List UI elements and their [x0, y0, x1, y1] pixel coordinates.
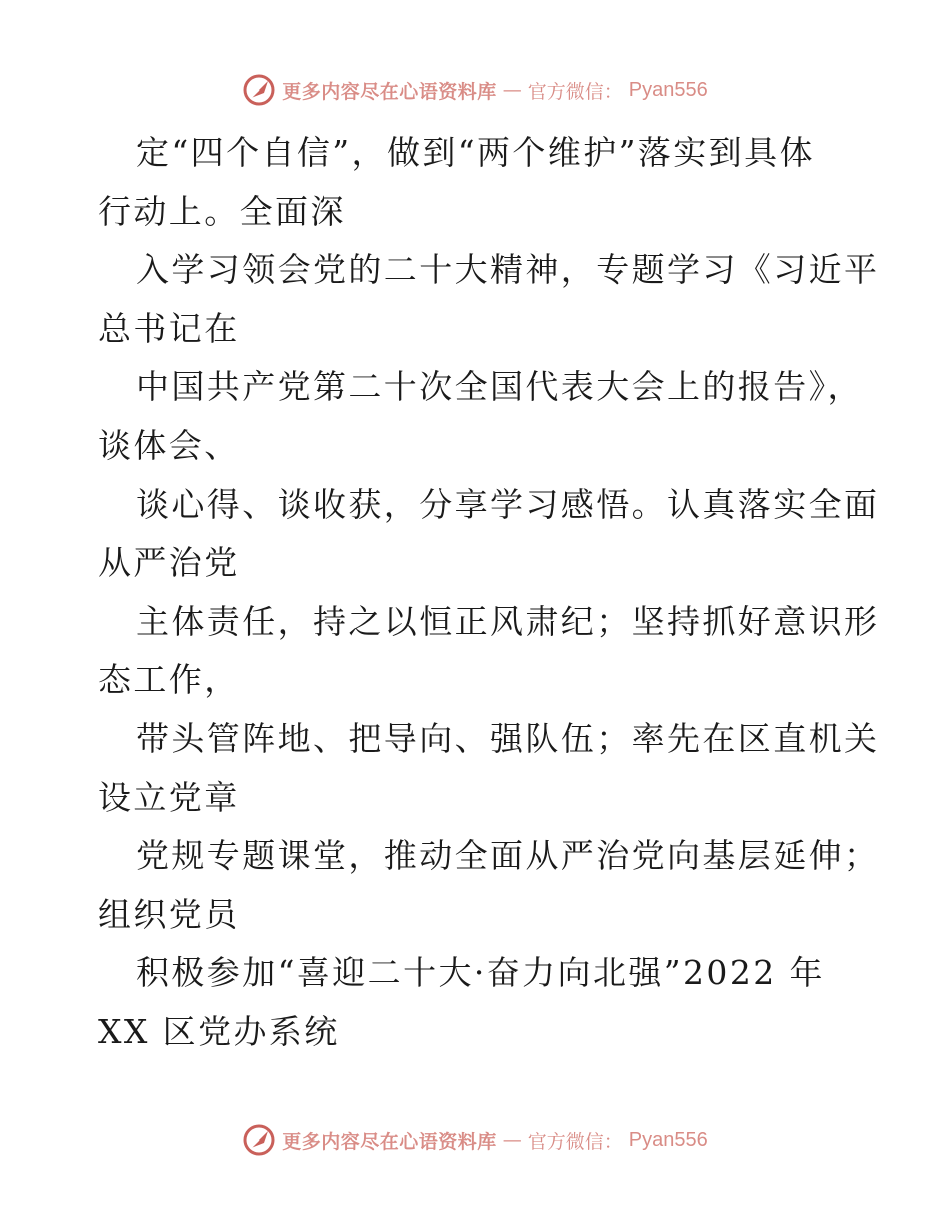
text-line: 带头管阵地、把导向、强队伍；率先在区直机关 [136, 718, 880, 758]
text-line: 党规专题课堂，推动全面从严治党向基层延伸； [136, 836, 880, 876]
quill-logo-icon [242, 1123, 276, 1157]
text-line: 态工作， [98, 660, 240, 700]
text-line: 定“四个自信”，做到“两个维护”落实到具体 [136, 133, 815, 172]
text-line: 从严治党 [98, 543, 240, 583]
text-line: 组织党员 [98, 894, 240, 934]
text-line: 积极参加“喜迎二十大·奋力向北强”2022 年 [136, 953, 825, 993]
text-line: 谈心得、谈收获，分享学习感悟。认真落实全面 [136, 484, 880, 524]
watermark-text: 更多内容尽在心语资料库 [282, 80, 497, 103]
watermark-wechat-id: Pyan556 [628, 1128, 708, 1151]
watermark-text: 更多内容尽在心语资料库 [282, 1130, 497, 1153]
watermark-label: 官方微信： [527, 80, 623, 103]
header-watermark [0, 70, 950, 110]
text-line: 行动上。全面深 [98, 191, 346, 231]
text-line: 入学习领会党的二十大精神，专题学习《习近平 [136, 250, 880, 290]
watermark-separator: — [502, 1129, 522, 1151]
footer-watermark [0, 1120, 950, 1160]
watermark-label: 官方微信： [527, 1130, 623, 1153]
text-line: 中国共产党第二十次全国代表大会上的报告》， [136, 367, 863, 407]
watermark-wechat-id: Pyan556 [628, 78, 708, 101]
document-body [98, 124, 880, 1062]
text-line: 设立党章 [98, 777, 240, 817]
text-line: 谈体会、 [98, 425, 240, 465]
watermark-separator: — [502, 79, 522, 101]
text-line: XX 区党办系统 [98, 1011, 340, 1051]
quill-logo-icon [242, 73, 276, 107]
text-line: 主体责任，持之以恒正风肃纪；坚持抓好意识形 [136, 601, 880, 641]
text-line: 总书记在 [98, 308, 240, 348]
